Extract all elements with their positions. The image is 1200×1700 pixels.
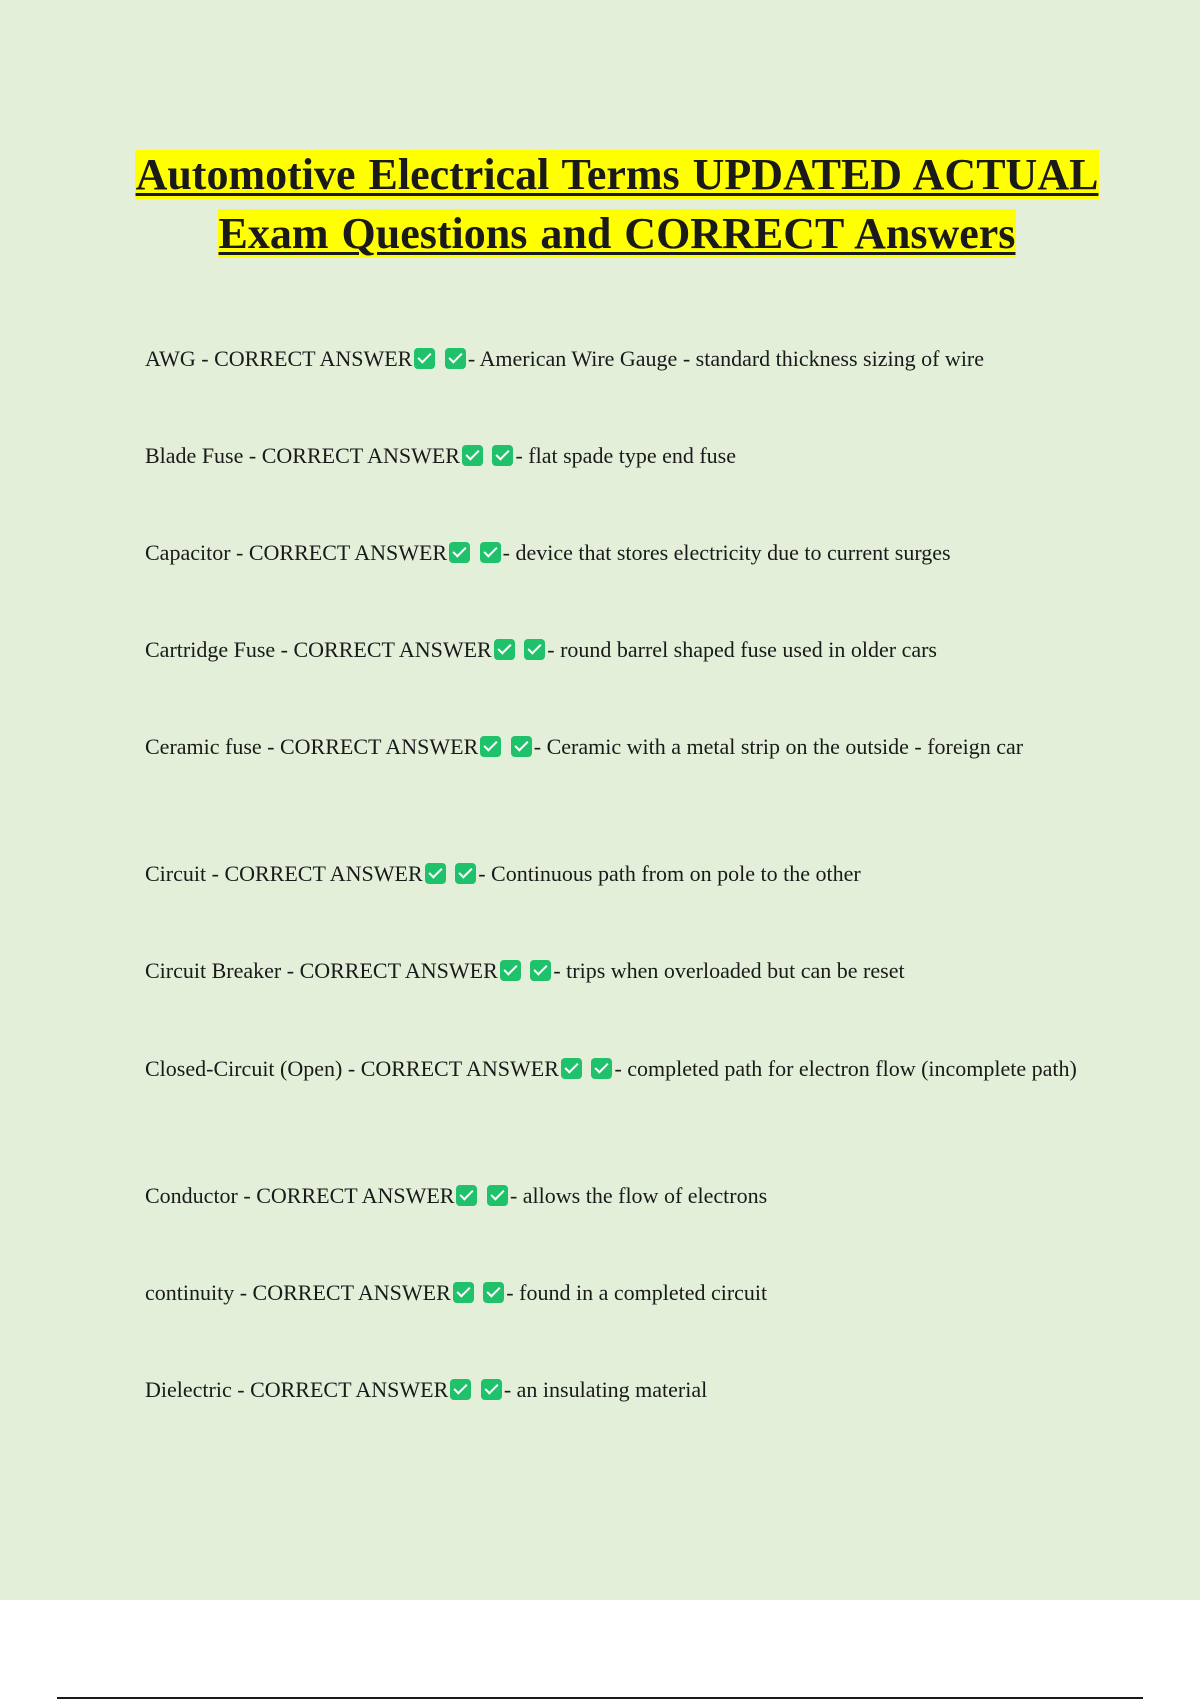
checkmark-icon xyxy=(480,736,501,757)
definition: trips when overloaded but can be reset xyxy=(566,958,905,983)
list-item: Ceramic fuse - CORRECT ANSWER - Ceramic with a metal strip on the outside - foreign car xyxy=(145,734,1024,759)
checkmark-icon xyxy=(530,960,551,981)
checkmark-icon xyxy=(481,1379,502,1400)
list-item: Dielectric - CORRECT ANSWER - an insulating material xyxy=(145,1377,708,1402)
answer-marker: CORRECT ANSWER xyxy=(360,1056,559,1081)
answer-marker: CORRECT ANSWER xyxy=(280,734,479,759)
checkmark-icon xyxy=(480,542,501,563)
list-item: Circuit - CORRECT ANSWER - Continuous path from on pole to the other xyxy=(145,861,861,886)
checkmark-icon xyxy=(483,1282,504,1303)
answer-marker: CORRECT ANSWER xyxy=(214,346,413,371)
document-title xyxy=(130,145,1104,263)
list-item: Closed-Circuit (Open) - CORRECT ANSWER - completed path for electron flow (incomplete path) xyxy=(145,1056,1077,1081)
answer-marker: CORRECT ANSWER xyxy=(299,958,498,983)
definition: American Wire Gauge - standard thickness sizing of wire xyxy=(479,346,985,371)
answer-marker: CORRECT ANSWER xyxy=(248,540,448,565)
term: Blade Fuse xyxy=(145,443,244,468)
term: Circuit Breaker xyxy=(145,958,282,983)
list-item: continuity - CORRECT ANSWER - found in a completed circuit xyxy=(145,1280,768,1305)
answer-marker: CORRECT ANSWER xyxy=(252,1280,451,1305)
checkmark-icon xyxy=(425,863,446,884)
answer-marker: CORRECT ANSWER xyxy=(261,443,460,468)
checkmark-icon xyxy=(487,1185,508,1206)
checkmark-icon xyxy=(494,639,515,660)
term: continuity xyxy=(145,1280,235,1305)
definition: an insulating material xyxy=(516,1377,708,1402)
answer-marker: CORRECT ANSWER xyxy=(293,637,492,662)
checkmark-icon xyxy=(445,348,466,369)
answer-marker: CORRECT ANSWER xyxy=(250,1377,449,1402)
checkmark-icon xyxy=(414,348,435,369)
term: Closed-Circuit (Open) xyxy=(145,1056,343,1081)
definition: Ceramic with a metal strip on the outside - foreign car xyxy=(546,734,1024,759)
definition: completed path for electron flow (incomplete path) xyxy=(627,1056,1077,1081)
checkmark-icon xyxy=(449,542,470,563)
checkmark-icon xyxy=(453,1282,474,1303)
list-item: Blade Fuse - CORRECT ANSWER - flat spade type end fuse xyxy=(145,443,736,468)
term: Conductor xyxy=(145,1183,238,1208)
checkmark-icon xyxy=(450,1379,471,1400)
term: Ceramic fuse xyxy=(145,734,262,759)
list-item: Cartridge Fuse - CORRECT ANSWER - round barrel shaped fuse used in older cars xyxy=(145,637,937,662)
definition: device that stores electricity due to current surges xyxy=(515,540,951,565)
list-item: AWG - CORRECT ANSWER - American Wire Gauge - standard thickness sizing of wire xyxy=(145,346,985,371)
checkmark-icon xyxy=(561,1058,582,1079)
checkmark-icon xyxy=(524,639,545,660)
definition: Continuous path from on pole to the other xyxy=(491,861,861,886)
checkmark-icon xyxy=(492,445,513,466)
checkmark-icon xyxy=(456,1185,477,1206)
term: AWG xyxy=(145,346,196,371)
definition: flat spade type end fuse xyxy=(528,443,736,468)
document-title-text: Automotive Electrical Terms UPDATED ACTUAL Exam Questions and CORRECT Answers xyxy=(135,150,1099,258)
list-item: Capacitor - CORRECT ANSWER - device that stores electricity due to current surges xyxy=(145,540,951,565)
footer-divider xyxy=(57,1697,1143,1699)
answer-marker: CORRECT ANSWER xyxy=(224,861,423,886)
list-item: Circuit Breaker - CORRECT ANSWER - trips when overloaded but can be reset xyxy=(145,958,905,983)
checkmark-icon xyxy=(511,736,532,757)
checkmark-icon xyxy=(455,863,476,884)
term: Cartridge Fuse xyxy=(145,637,276,662)
checkmark-icon xyxy=(462,445,483,466)
definition: round barrel shaped fuse used in older cars xyxy=(560,637,937,662)
term: Circuit xyxy=(145,861,207,886)
checkmark-icon xyxy=(500,960,521,981)
answer-marker: CORRECT ANSWER xyxy=(256,1183,455,1208)
term: Dielectric xyxy=(145,1377,232,1402)
definition: found in a completed circuit xyxy=(519,1280,768,1305)
list-item: Conductor - CORRECT ANSWER - allows the flow of electrons xyxy=(145,1183,768,1208)
definition: allows the flow of electrons xyxy=(522,1183,768,1208)
checkmark-icon xyxy=(591,1058,612,1079)
term: Capacitor xyxy=(145,540,231,565)
